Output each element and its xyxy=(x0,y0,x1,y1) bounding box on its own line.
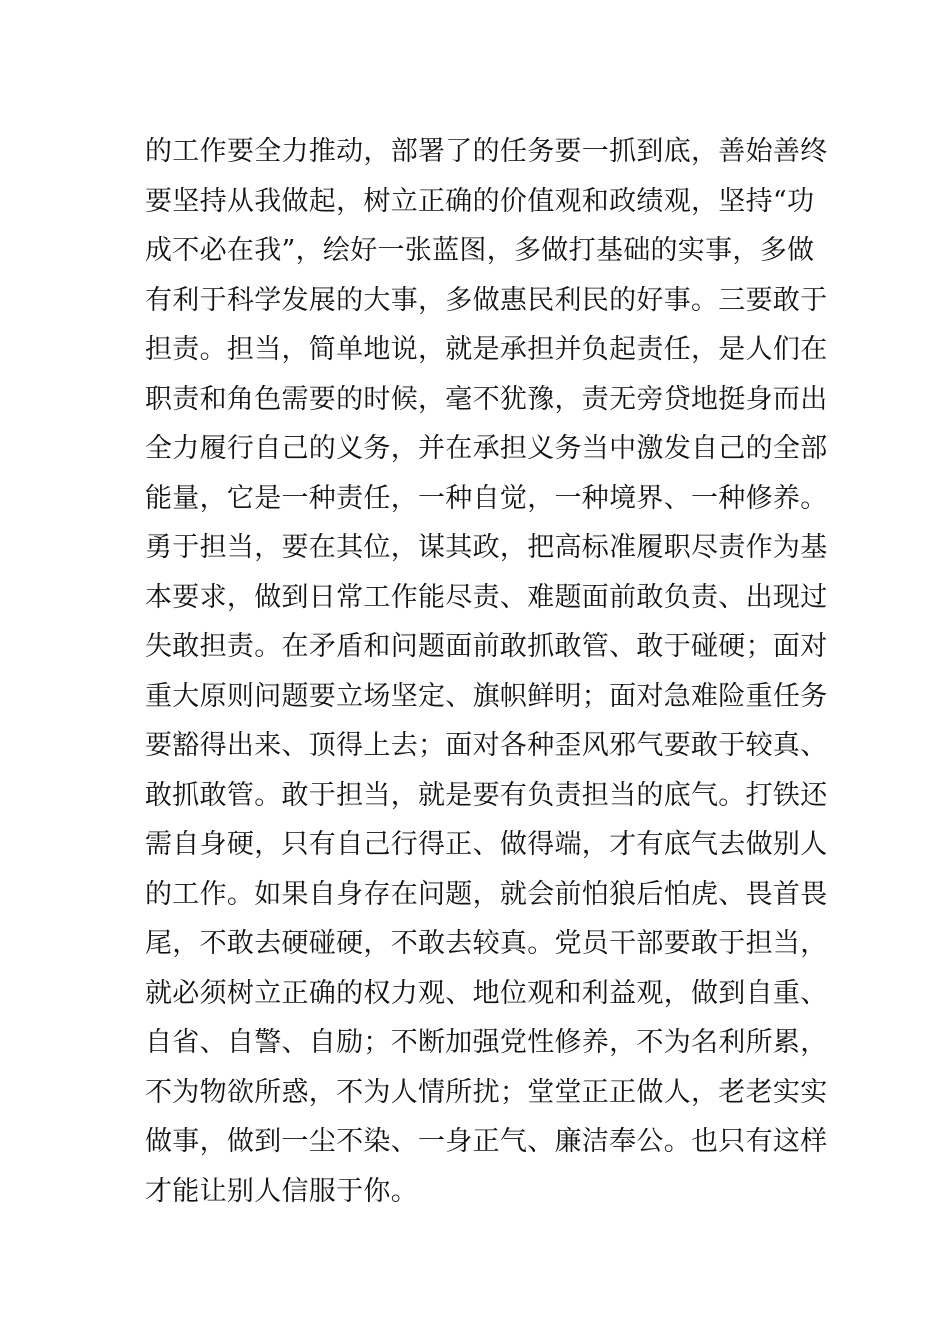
text-line: 尾，不敢去硬碰硬，不敢去较真。党员干部要敢于担当， xyxy=(145,928,828,959)
text-line: 成不必在我”，绘好一张蓝图，多做打基础的实事，多做 xyxy=(145,235,815,266)
text-line: 有利于科学发展的大事，多做惠民利民的好事。三要敢于 xyxy=(145,284,828,316)
text-line: 做事，做到一尘不染、一身正气、廉洁奉公。也只有这样 xyxy=(145,1126,828,1157)
text-line: 全力履行自己的义务，并在承担义务当中激发自己的全部 xyxy=(145,433,828,464)
text-line: 能量，它是一种责任，一种自觉，一种境界、一种修养。 xyxy=(145,482,828,514)
body-paragraph xyxy=(145,127,828,1216)
text-line: 职责和角色需要的时候，毫不犹豫，责无旁贷地挺身而出 xyxy=(145,383,828,415)
text-line: 不为物欲所惑，不为人情所扰；堂堂正正做人，老老实实 xyxy=(145,1076,828,1108)
text-line: 自省、自警、自励；不断加强党性修养，不为名利所累， xyxy=(145,1027,828,1058)
text-line: 才能让别人信服于你。 xyxy=(145,1175,418,1207)
text-line: 失敢担责。在矛盾和问题面前敢抓敢管、敢于碰硬；面对 xyxy=(145,631,828,662)
text-line: 要豁得出来、顶得上去；面对各种歪风邪气要敢于较真、 xyxy=(145,730,828,761)
text-line: 敢抓敢管。敢于担当，就是要有负责担当的底气。打铁还 xyxy=(145,779,828,811)
text-line: 本要求，做到日常工作能尽责、难题面前敢负责、出现过 xyxy=(145,581,828,613)
text-line: 需自身硬，只有自己行得正、做得端，才有底气去做别人 xyxy=(145,829,828,860)
text-line: 重大原则问题要立场坚定、旗帜鲜明；面对急难险重任务 xyxy=(145,680,828,712)
text-line: 的工作。如果自身存在问题，就会前怕狼后怕虎、畏首畏 xyxy=(145,878,828,910)
text-line: 要坚持从我做起，树立正确的价值观和政绩观，坚持“功 xyxy=(145,185,815,217)
text-line: 勇于担当，要在其位，谋其政，把高标准履职尽责作为基 xyxy=(145,532,828,563)
text-line: 的工作要全力推动，部署了的任务要一抓到底，善始善终 xyxy=(145,136,828,167)
text-line: 担责。担当，简单地说，就是承担并负起责任，是人们在 xyxy=(145,334,828,365)
text-line: 就必须树立正确的权力观、地位观和利益观，做到自重、 xyxy=(145,977,828,1009)
